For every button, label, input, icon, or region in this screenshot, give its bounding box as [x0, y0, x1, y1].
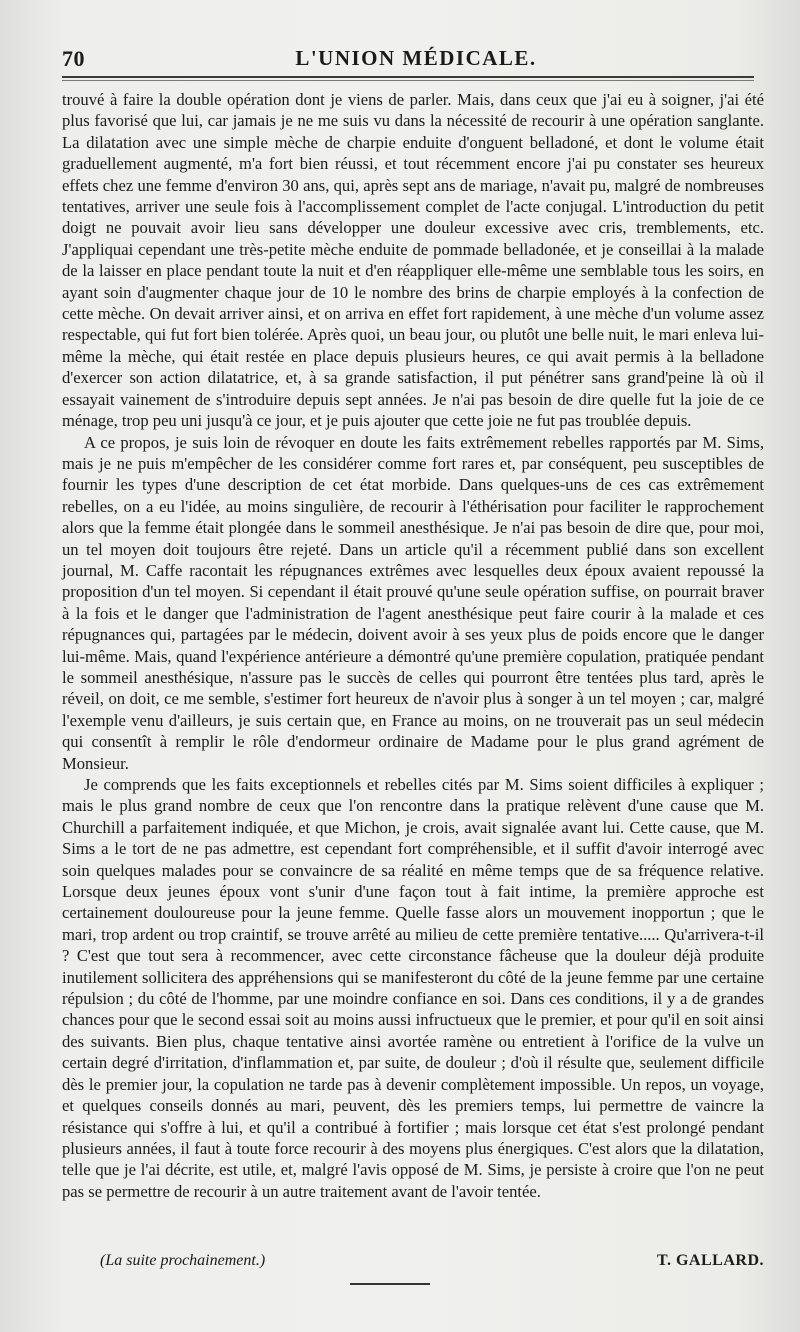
paragraph-2: A ce propos, je suis loin de révoquer en doute les faits extrêmement rebelles rapportés par M. Sims, mais je ne puis m'empêcher de les considérer comme fort rares et, par conséquent, peu susceptibles de fournir les types d'une description de cet état morbide. Dans quelques-uns de ces cas extrêmement rebelles, on a eu l'idée, au moins singulière, de recourir à l'éthérisation pour faciliter le rapprochement alors que la femme était plongée dans le sommeil anesthésique. Je n'ai pas besoin de dire que, pour moi, un tel moyen doit toujours être rejeté. Dans un article qu'il a récemment publié dans son excellent journal, M. Caffe racontait les répugnances extrêmes avec lesquelles deux époux avaient repoussé la proposition d'un tel moyen. Si cependant il était prouvé qu'une seule opération suffise, on pourrait braver à la fois et le danger que l'administration de l'agent anesthésique peut faire courir à la malade et ces répugnances qui, partagées par le médecin, doivent avoir à ses yeux plus de poids encore que le danger lui-même. Mais, quand l'expérience antérieure a démontré qu'une première copulation, pratiquée pendant le sommeil anesthésique, n'assure pas le succès de celles qui pourront être tentées plus tard, après le réveil, on doit, ce me semble, s'estimer fort heureux de n'avoir plus à songer à un tel moyen ; car, malgré l'exemple venu d'ailleurs, je suis certain que, en France au moins, on ne trouverait pas un seul médecin qui consentît à remplir le rôle d'endormeur ordinaire de Madame pour le plus grand agrément de Monsieur.	[62, 432, 764, 773]
footer-rule	[350, 1283, 430, 1285]
header-rule	[62, 76, 754, 78]
page-header	[62, 44, 770, 74]
page-number: 70	[62, 46, 85, 71]
running-title: L'UNION MÉDICALE.	[295, 46, 537, 70]
article-footer	[62, 1252, 764, 1276]
author-signature: T. GALLARD.	[657, 1252, 764, 1269]
article-body	[62, 89, 764, 1202]
paragraph-3: Je comprends que les faits exceptionnels et rebelles cités par M. Sims soient difficiles à expliquer ; mais le plus grand nombre de ceux que l'on rencontre dans la pratique relèvent d'une cause que M. Churchill a parfaitement indiquée, et que Michon, je crois, avait signalée avant lui. Cette cause, que M. Sims a le tort de ne pas admettre, est cependant fort compréhensible, et il suffit d'avoir interrogé avec soin quelques malades pour se convaincre de sa réalité en même temps que de sa fréquence relative. Lorsque deux jeunes époux vont s'unir d'une façon tout à fait intime, la première approche est certainement douloureuse pour la jeune femme. Quelle fasse alors un mouvement inopportun ; que le mari, trop ardent ou trop craintif, se trouve arrêté au milieu de cette première tentative..... Qu'arrivera-t-il ? C'est que tout sera à recommencer, avec cette circonstance fâcheuse que la douleur déjà produite inutilement sollicitera des appréhensions qui se manifesteront du côté de la jeune femme par une certaine répulsion ; du côté de l'homme, par une moindre confiance en soi. Dans ces conditions, il y a de grandes chances pour que le second essai soit au moins aussi infructueux que le premier, et pour qu'il en soit ainsi des suivants. Bien plus, chaque tentative ainsi avortée ramène ou entretient à l'orifice de la vulve un certain degré d'irritation, d'inflammation et, par suite, de douleur ; d'où il résulte que, seulement difficile dès le premier jour, la copulation ne tarde pas à devenir complètement impossible. Un repos, un voyage, et quelques conseils donnés au mari, peuvent, dès les premiers temps, lui permettre de vaincre la résistance qui s'offre à lui, et qu'il a contribué à fortifier ; mais lorsque cet état s'est prolongé pendant plusieurs années, il faut à toute force recourir à des moyens plus énergiques. C'est alors que la dilatation, telle que je l'ai décrite, est utile, et, malgré l'avis opposé de M. Sims, je persiste à croire que l'on ne peut pas se permettre de recourir à un autre traitement avant de l'avoir tentée.	[62, 775, 764, 1201]
header-rule-thin	[62, 80, 754, 81]
continuation-note: (La suite prochainement.)	[100, 1252, 266, 1269]
paragraph-1: trouvé à faire la double opération dont je viens de parler. Mais, dans ceux que j'ai eu à soigner, j'ai été plus favorisé que lui, car jamais je ne me suis vu dans la nécessité de recourir à une opération sanglante. La dilatation avec une simple mèche de charpie enduite d'onguent belladoné, et dont le volume était graduellement augmenté, m'a fort bien réussi, et tout récemment encore j'ai pu constater ses heureux effets chez une femme d'environ 30 ans, qui, après sept ans de mariage, n'avait pu, malgré de nombreuses tentatives, arriver une seule fois à l'accomplissement complet de l'acte conjugal. L'introduction du petit doigt ne pouvait avoir lieu sans développer une douleur excessive avec cris, tremblements, etc. J'appliquai cependant une très-petite mèche enduite de pommade belladonée, et je conseillai à la malade de la laisser en place pendant toute la nuit et d'en réappliquer elle-même une semblable tous les soirs, en ayant soin d'augmenter chaque jour de 10 le nombre des brins de charpie employés à la confection de cette mèche. On devait arriver ainsi, et on arriva en effet fort rapidement, à une mèche d'un volume assez respectable, qui fut fort bien tolérée. Après quoi, un beau jour, ou plutôt une belle nuit, le mari enleva lui-même la mèche, qui était restée en place depuis plusieurs heures, ce qui avait permis à la belladone d'exercer son action dilatatrice, et, à sa grande satisfaction, il put pénétrer sans grand'peine là où il essayait vainement de s'introduire depuis sept années. Je n'ai pas besoin de dire quelle fut la joie de ce ménage, trop peu uni jusqu'à ce jour, et je puis ajouter que cette joie ne fut pas troublée depuis.	[62, 90, 764, 431]
